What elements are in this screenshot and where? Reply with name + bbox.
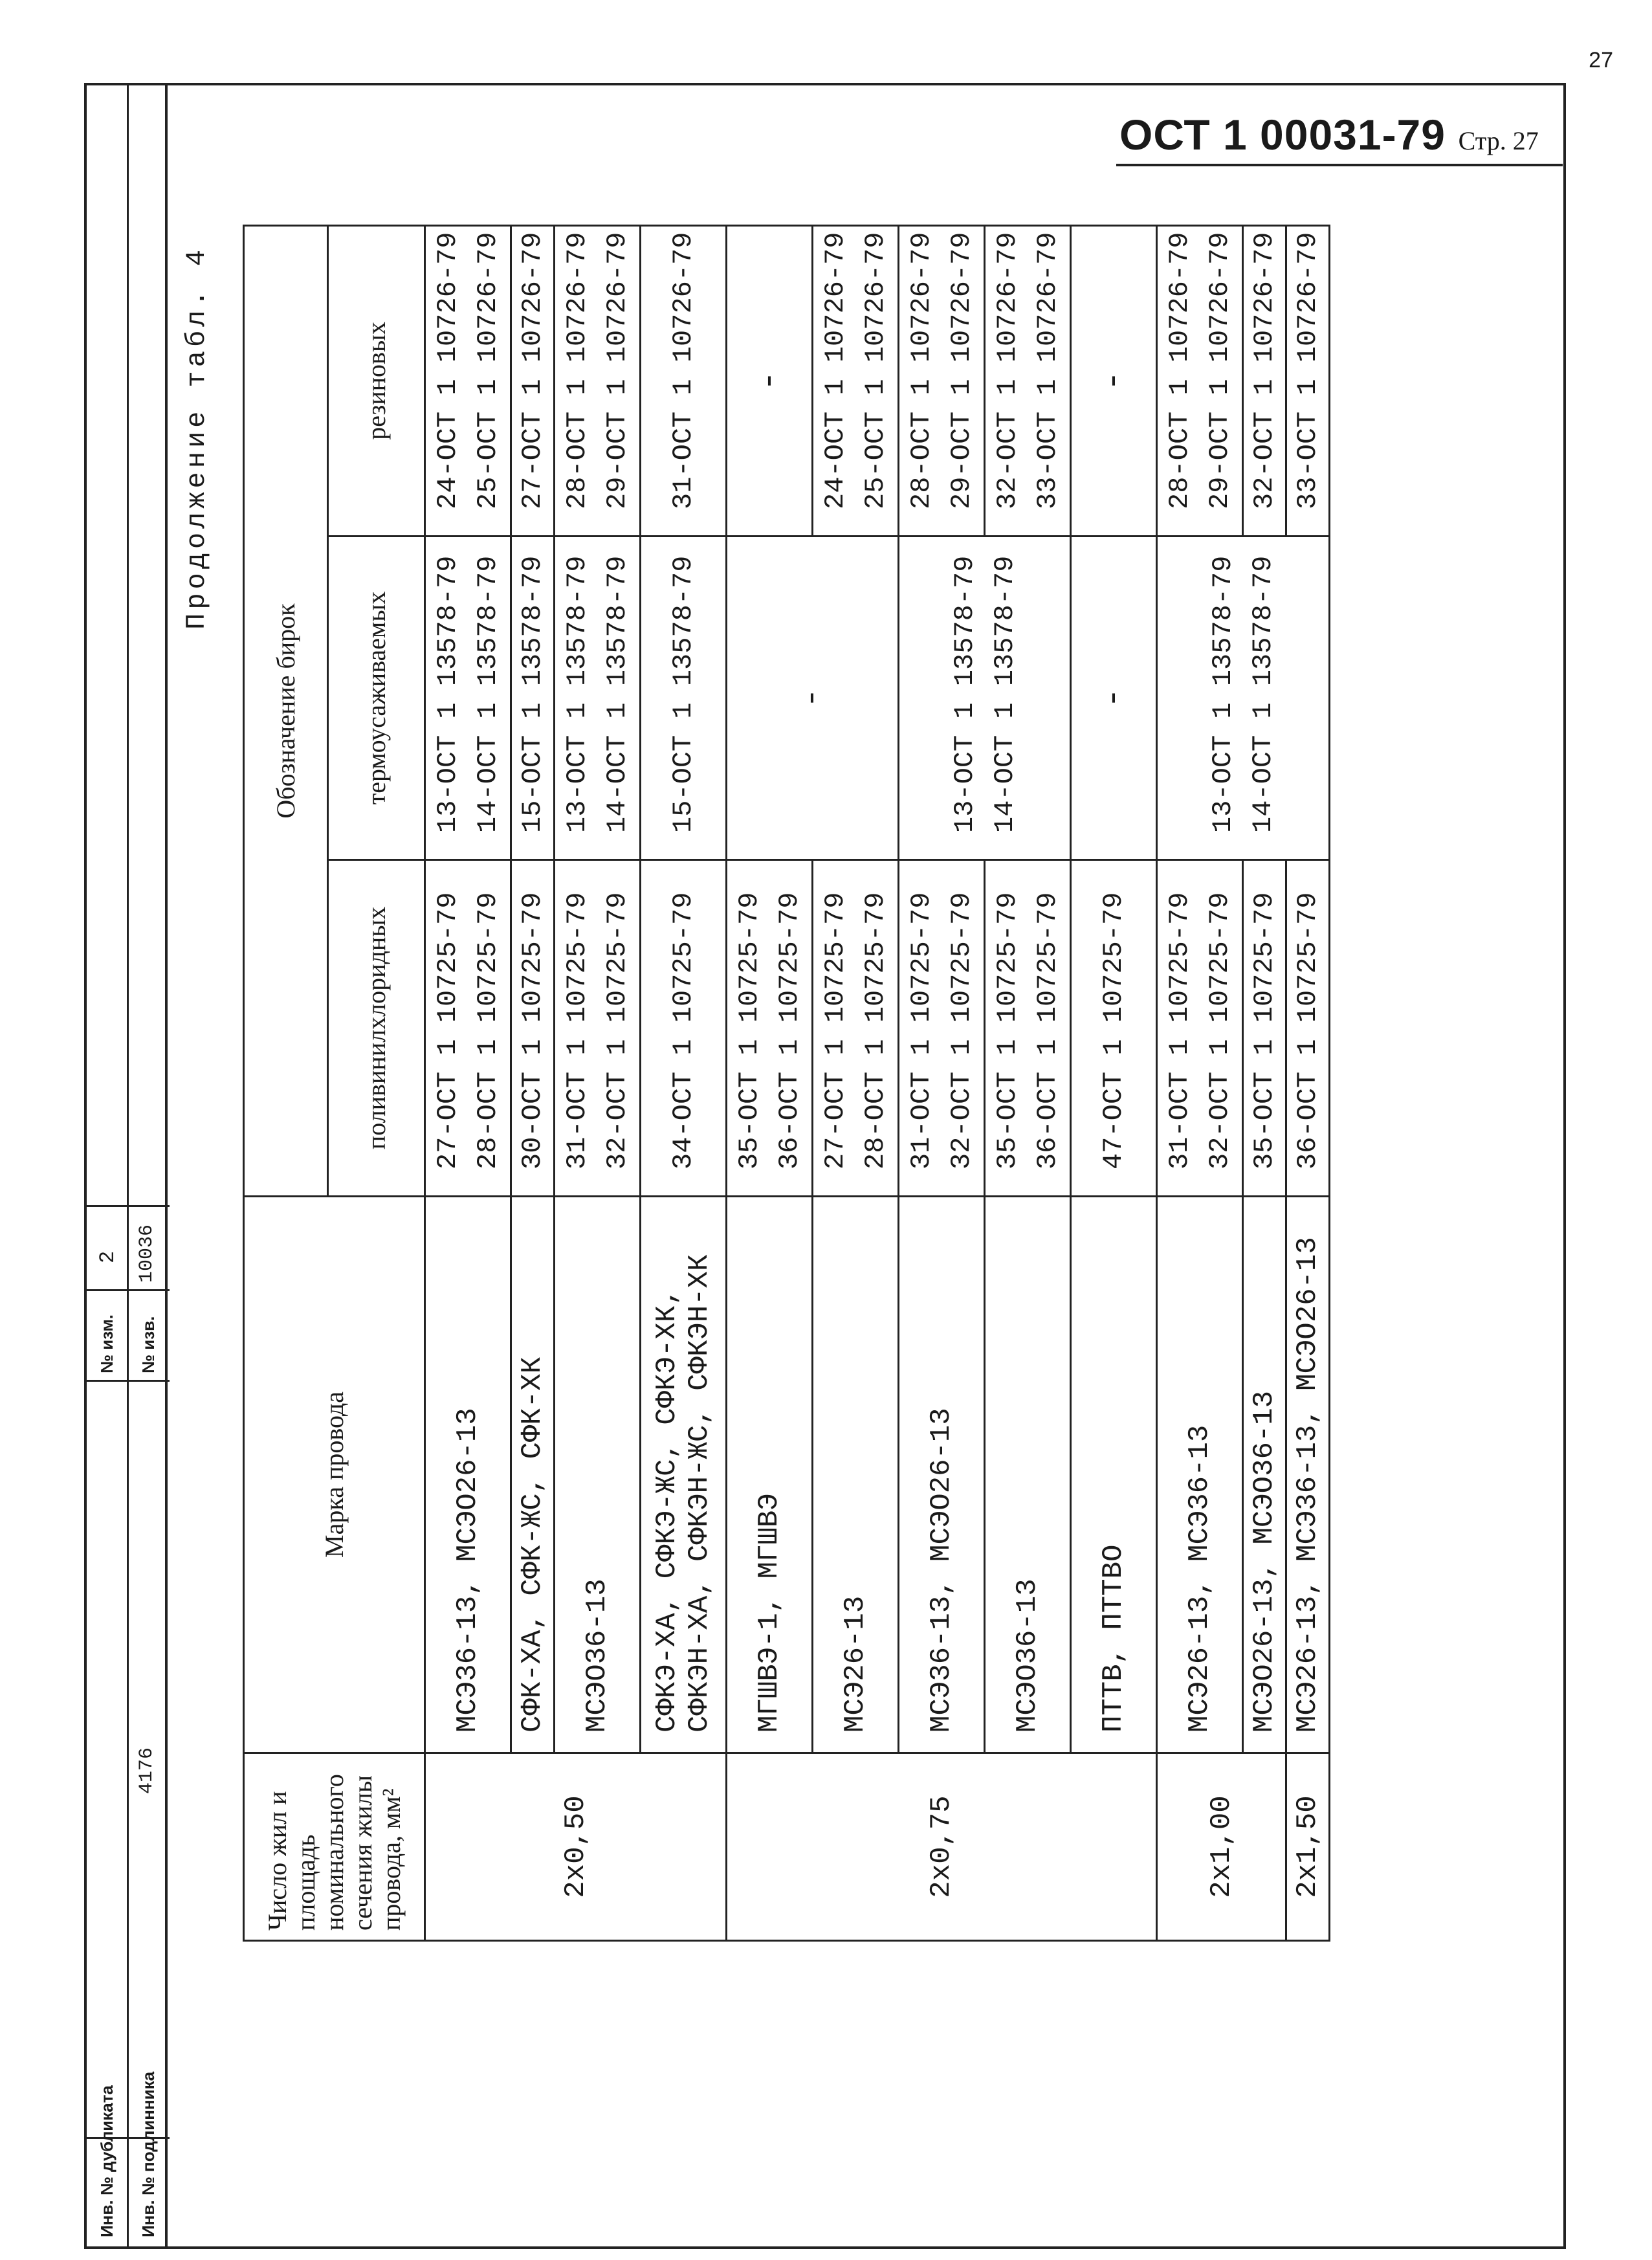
wire-cell: МСЭ36-13, МСЭО26-13 xyxy=(899,1197,985,1753)
pvc-cell: 27-ОСТ 1 10725-79 28-ОСТ 1 10725-79 xyxy=(425,860,511,1197)
table-row xyxy=(1157,225,1243,1940)
pvc-cell: 31-ОСТ 1 10725-79 32-ОСТ 1 10725-79 xyxy=(899,860,985,1197)
strip-divider xyxy=(87,1205,170,1207)
rubber-cell: 24-ОСТ 1 10726-79 25-ОСТ 1 10726-79 xyxy=(425,225,511,536)
header-underline xyxy=(1116,164,1563,166)
header-heat-shrink: термоусаживаемых xyxy=(328,537,425,860)
pvc-cell: 35-ОСТ 1 10725-79 36-ОСТ 1 10725-79 xyxy=(985,860,1071,1197)
change-label: № изм. xyxy=(97,1314,116,1373)
header-wire-brand: Марка провода xyxy=(244,1197,425,1753)
pvc-cell: 31-ОСТ 1 10725-79 32-ОСТ 1 10725-79 xyxy=(555,860,641,1197)
table-header-row xyxy=(244,225,328,1940)
notice-value: 10036 xyxy=(136,1224,158,1283)
rubber-cell: 24-ОСТ 1 10726-79 25-ОСТ 1 10726-79 xyxy=(813,225,899,536)
strip-divider xyxy=(87,1380,170,1382)
document-header xyxy=(1119,110,1539,159)
pvc-cell: 36-ОСТ 1 10725-79 xyxy=(1286,860,1330,1197)
rubber-cell: 33-ОСТ 1 10726-79 xyxy=(1286,225,1330,536)
heat-cell-dash: - xyxy=(1071,537,1157,860)
change-value: 2 xyxy=(96,1250,120,1263)
rotated-table-block xyxy=(181,227,1501,1942)
registration-strip xyxy=(84,83,167,2249)
table-row xyxy=(985,225,1071,1940)
table-row xyxy=(899,225,985,1940)
table-row xyxy=(813,225,899,1940)
rubber-cell: 32-ОСТ 1 10726-79 33-ОСТ 1 10726-79 xyxy=(985,225,1071,536)
section-cell: 2х0,50 xyxy=(425,1753,727,1941)
wire-cell: МГШВЭ-1, МГШВЭ xyxy=(727,1197,813,1753)
heat-cell: 13-ОСТ 1 13578-79 14-ОСТ 1 13578-79 xyxy=(555,537,641,860)
table-row xyxy=(1071,225,1157,1940)
table-row xyxy=(1286,225,1330,1940)
section-cell: 2х0,75 xyxy=(727,1753,1157,1941)
rubber-cell: 32-ОСТ 1 10726-79 xyxy=(1243,225,1286,536)
heat-cell: 15-ОСТ 1 13578-79 xyxy=(511,537,555,860)
pvc-cell: 34-ОСТ 1 10725-79 xyxy=(641,860,727,1197)
wire-cell: МСЭО36-13 xyxy=(555,1197,641,1753)
orig-inv-value: 4176 xyxy=(136,1747,158,1794)
wire-cell: СФКЭ-ХА, СФКЭ-ЖС, СФКЭ-ХК, СФКЭН-ХА, СФКЭН-ЖС, СФКЭН-ХК xyxy=(641,1197,727,1753)
page-number: 27 xyxy=(1589,48,1613,72)
heat-cell: 13-ОСТ 1 13578-79 14-ОСТ 1 13578-79 xyxy=(1157,537,1330,860)
orig-inv-label: Инв. № подлинника xyxy=(138,2071,158,2237)
heat-cell: 15-ОСТ 1 13578-79 xyxy=(641,537,727,860)
section-cell: 2х1,50 xyxy=(1286,1753,1330,1941)
pvc-cell: 27-ОСТ 1 10725-79 28-ОСТ 1 10725-79 xyxy=(813,860,899,1197)
wire-cell: МСЭО26-13, МСЭО36-13 xyxy=(1243,1197,1286,1753)
table-row xyxy=(1243,225,1286,1940)
wire-cell: МСЭ26-13, МСЭ36-13, МСЭО26-13 xyxy=(1286,1197,1330,1753)
rubber-cell: 28-ОСТ 1 10726-79 29-ОСТ 1 10726-79 xyxy=(1157,225,1243,536)
rubber-cell-dash: - xyxy=(1071,225,1157,536)
rubber-cell: 31-ОСТ 1 10726-79 xyxy=(641,225,727,536)
strip-divider xyxy=(127,85,129,2246)
pvc-cell: 35-ОСТ 1 10725-79 xyxy=(1243,860,1286,1197)
page-label: Стр. 27 xyxy=(1458,126,1539,155)
table-row xyxy=(727,225,813,1940)
pvc-cell: 30-ОСТ 1 10725-79 xyxy=(511,860,555,1197)
dup-inv-label: Инв. № дубликата xyxy=(97,2085,116,2237)
pvc-cell: 35-ОСТ 1 10725-79 36-ОСТ 1 10725-79 xyxy=(727,860,813,1197)
header-label-designation: Обозначение бирок xyxy=(244,225,328,1196)
table-row xyxy=(425,225,511,1940)
notice-label: № изв. xyxy=(138,1316,158,1373)
rubber-cell: 28-ОСТ 1 10726-79 29-ОСТ 1 10726-79 xyxy=(555,225,641,536)
wire-cell: МСЭ26-13, МСЭ36-13 xyxy=(1157,1197,1243,1753)
document-code: ОСТ 1 00031-79 xyxy=(1119,111,1446,159)
wire-cell: СФК-ХА, СФК-ЖС, СФК-ХК xyxy=(511,1197,555,1753)
heat-cell-dash: - xyxy=(727,537,899,860)
pvc-cell: 31-ОСТ 1 10725-79 32-ОСТ 1 10725-79 xyxy=(1157,860,1243,1197)
header-section: Число жил и площадь номинального сечения жилы провода, мм² xyxy=(244,1753,425,1941)
labels-table xyxy=(243,225,1330,1942)
strip-divider xyxy=(87,1289,170,1291)
table-row xyxy=(555,225,641,1940)
section-cell: 2х1,00 xyxy=(1157,1753,1286,1941)
rubber-cell: 28-ОСТ 1 10726-79 29-ОСТ 1 10726-79 xyxy=(899,225,985,536)
header-pvc: поливинилхлоридных xyxy=(328,860,425,1197)
table-caption: Продолжение табл. 4 xyxy=(181,246,212,630)
rubber-cell-dash: - xyxy=(727,225,813,536)
rubber-cell: 27-ОСТ 1 10726-79 xyxy=(511,225,555,536)
wire-cell: ПТТВ, ПТТВО xyxy=(1071,1197,1157,1753)
wire-cell: МСЭ36-13, МСЭО26-13 xyxy=(425,1197,511,1753)
wire-cell: МСЭ26-13 xyxy=(813,1197,899,1753)
wire-cell: МСЭО36-13 xyxy=(985,1197,1071,1753)
table-row xyxy=(641,225,727,1940)
heat-cell: 13-ОСТ 1 13578-79 14-ОСТ 1 13578-79 xyxy=(899,537,1071,860)
heat-cell: 13-ОСТ 1 13578-79 14-ОСТ 1 13578-79 xyxy=(425,537,511,860)
pvc-cell: 47-ОСТ 1 10725-79 xyxy=(1071,860,1157,1197)
header-rubber: резиновых xyxy=(328,225,425,536)
table-row xyxy=(511,225,555,1940)
